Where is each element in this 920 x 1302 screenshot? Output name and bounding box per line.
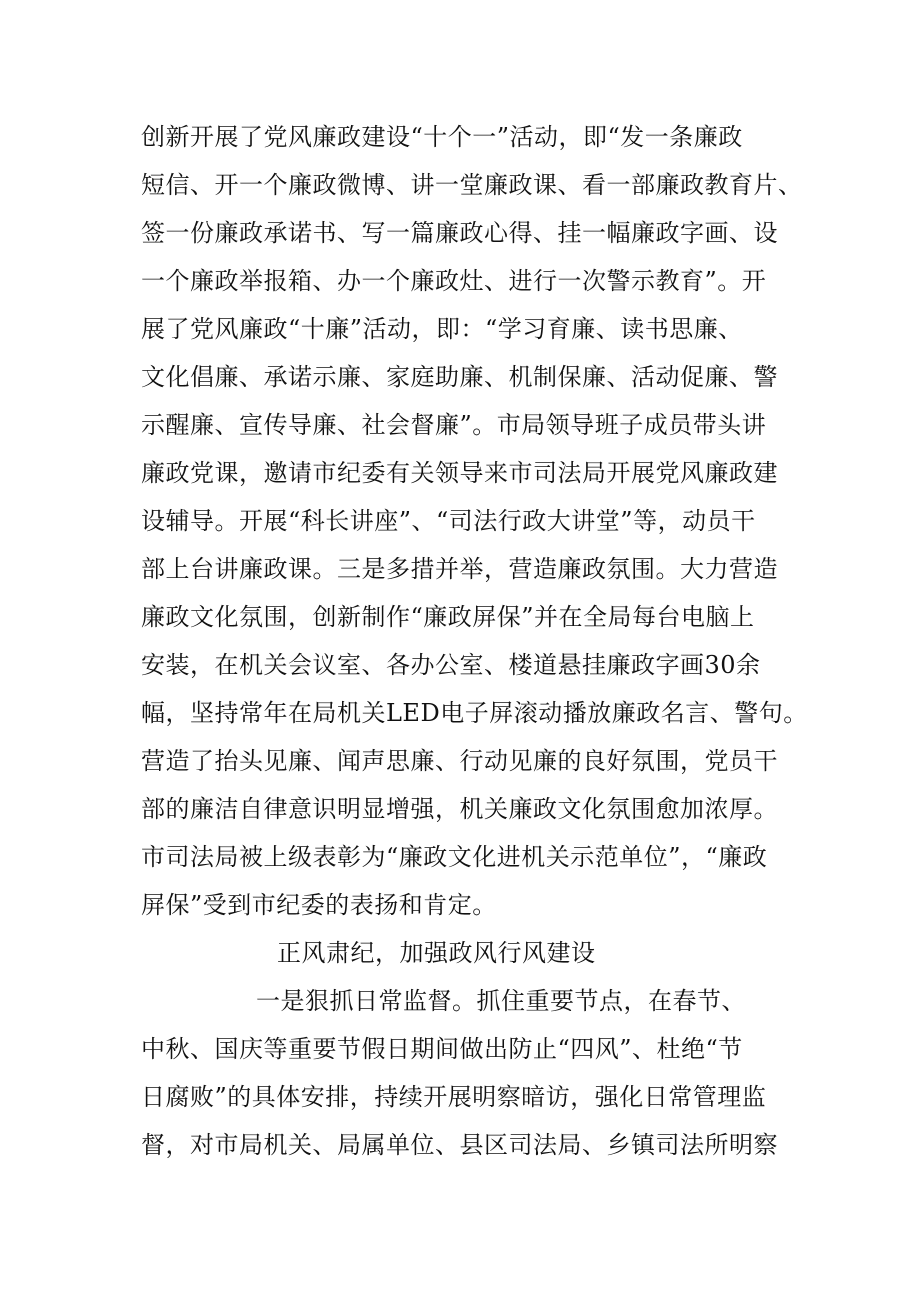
paragraph-line: 营造了抬头见廉、闻声思廉、行动见廉的良好氛围，党员干 bbox=[141, 747, 778, 775]
paragraph-line: 短信、开一个廉政微博、讲一堂廉政课、看一部廉政教育片、 bbox=[141, 171, 803, 199]
paragraph-line: 廉政文化氛围，创新制作“廉政屏保”并在全局每台电脑上 bbox=[141, 603, 755, 631]
paragraph-line: 幅，坚持常年在局机关LED电子屏滚动播放廉政名言、警句。 bbox=[141, 699, 808, 727]
paragraph-line: 一是狠抓日常监督。抓住重要节点，在春节、 bbox=[256, 987, 746, 1015]
paragraph-line: 展了党风廉政“十廉”活动，即：“学习育廉、读书思廉、 bbox=[141, 315, 743, 343]
paragraph-line: 文化倡廉、承诺示廉、家庭助廉、机制保廉、活动促廉、警 bbox=[141, 363, 778, 391]
paragraph-line: 签一份廉政承诺书、写一篇廉政心得、挂一幅廉政字画、设 bbox=[141, 219, 778, 247]
paragraph-line: 屏保”受到市纪委的表扬和肯定。 bbox=[141, 891, 497, 919]
paragraph-line: 创新开展了党风廉政建设“十个一”活动，即“发一条廉政 bbox=[141, 123, 743, 151]
paragraph-line: 示醒廉、宣传导廉、社会督廉”。市局领导班子成员带头讲 bbox=[141, 411, 767, 439]
paragraph-line: 部上台讲廉政课。三是多措并举，营造廉政氛围。大力营造 bbox=[141, 555, 778, 583]
paragraph-line: 安装，在机关会议室、各办公室、楼道悬挂廉政字画30余 bbox=[141, 651, 761, 679]
paragraph-line: 市司法局被上级表彰为“廉政文化进机关示范单位”，“廉政 bbox=[141, 843, 768, 871]
paragraph-line: 一个廉政举报箱、办一个廉政灶、进行一次警示教育”。开 bbox=[141, 267, 767, 295]
paragraph-line: 日腐败”的具体安排，持续开展明察暗访，强化日常管理监 bbox=[141, 1083, 767, 1111]
paragraph-line: 部的廉洁自律意识明显增强，机关廉政文化氛围愈加浓厚。 bbox=[141, 795, 778, 823]
paragraph-line: 设辅导。开展“科长讲座”、“司法行政大讲堂”等，动员干 bbox=[141, 507, 756, 535]
paragraph-line: 廉政党课，邀请市纪委有关领导来市司法局开展党风廉政建 bbox=[141, 459, 778, 487]
paragraph-line: 督，对市局机关、局属单位、县区司法局、乡镇司法所明察 bbox=[141, 1131, 778, 1159]
paragraph-line: 中秋、国庆等重要节假日期间做出防止“四风”、杜绝“节 bbox=[141, 1035, 743, 1063]
section-heading: 正风肃纪，加强政风行风建设 bbox=[277, 939, 596, 967]
